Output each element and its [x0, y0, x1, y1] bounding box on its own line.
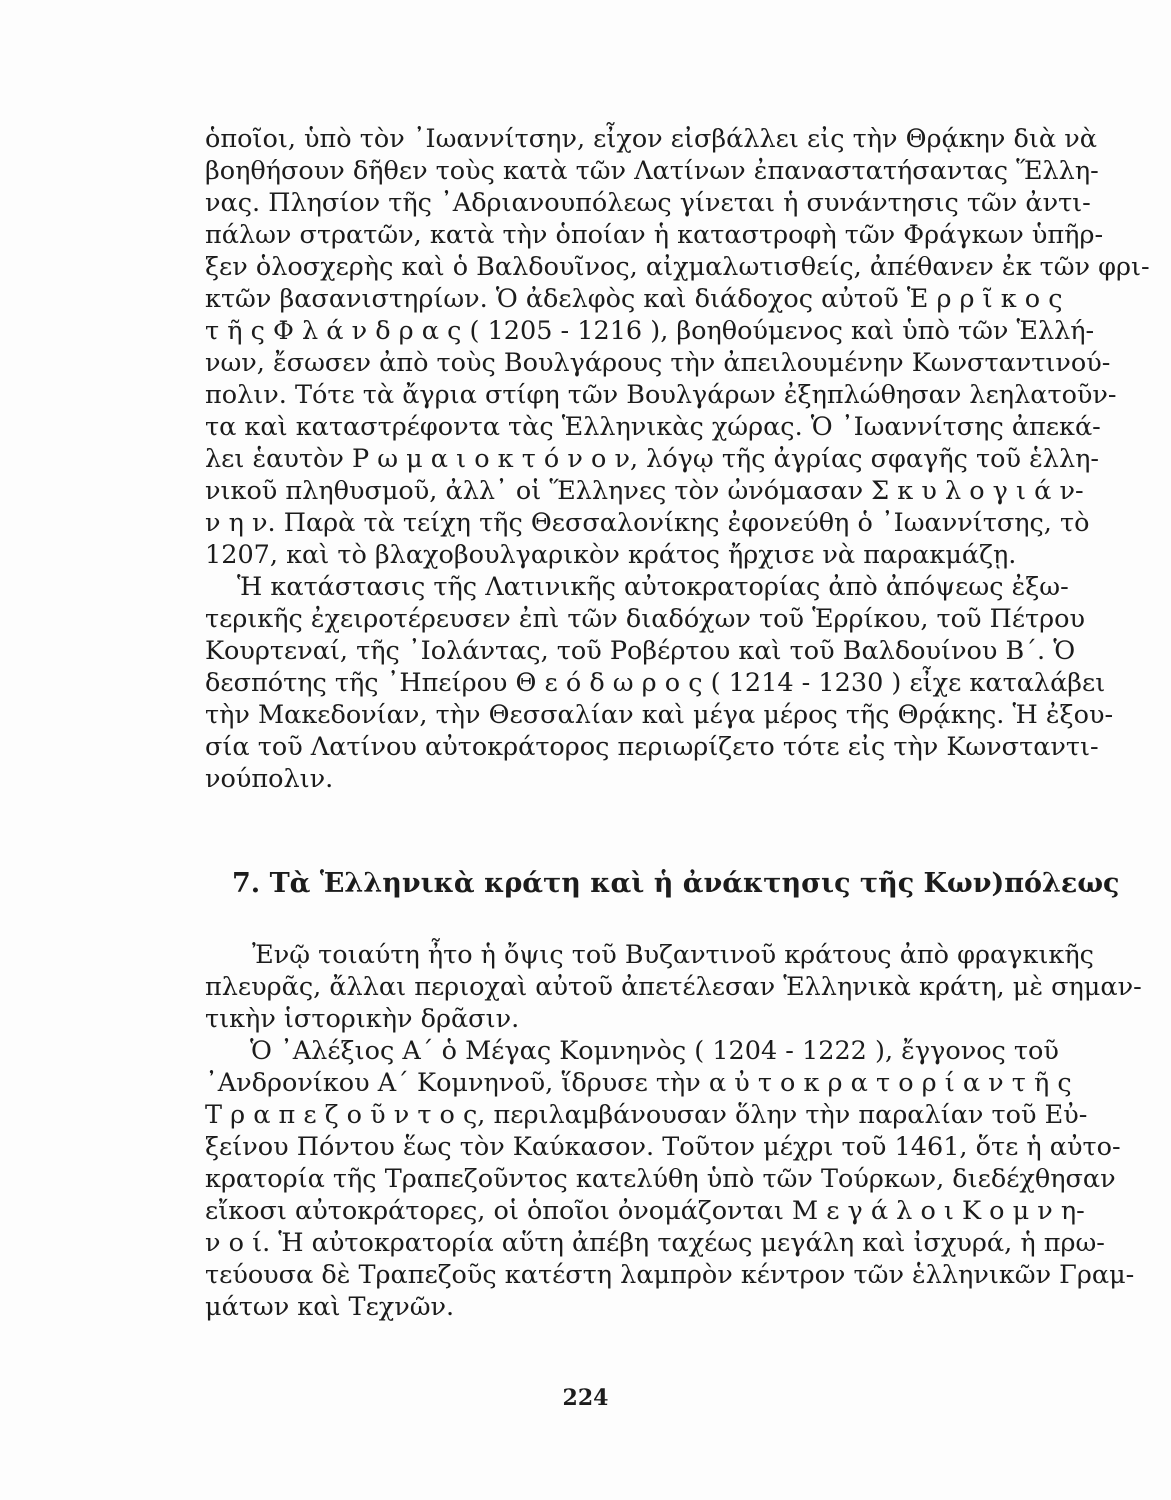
text-line: λει ἑαυτὸν Ρ ω μ α ι ο κ τ ό ν ο ν, λόγῳ τῆς ἀγρίας σφαγῆς τοῦ ἑλλη- [205, 444, 1100, 474]
text-line: κτῶν βασανιστηρίων. Ὁ ἀδελφὸς καὶ διάδοχος αὐτοῦ Ἑ ρ ρ ῖ κ ο ς [205, 284, 1063, 314]
text-line: πολιν. Τότε τὰ ἄγρια στίφη τῶν Βουλγάρων ἐξηπλώθησαν λεηλατοῦν- [205, 380, 1117, 410]
text-line: ν η ν. Παρὰ τὰ τείχη τῆς Θεσσαλονίκης ἐφονεύθη ὁ ᾿Ιωαννίτσης, τὸ [205, 508, 1090, 538]
text-line: ᾿Ανδρονίκου Α΄ Κομνηνοῦ, ἵδρυσε τὴν α ὐ τ ο κ ρ α τ ο ρ ί α ν τ ῆ ς [205, 1068, 1072, 1098]
text-line: ξείνου Πόντου ἕως τὸν Καύκασον. Τοῦτον μέχρι τοῦ 1461, ὅτε ἡ αὐτο- [205, 1132, 1121, 1162]
text-line: νούπολιν. [205, 764, 334, 794]
text-line: 1207, καὶ τὸ βλαχοβουλγαρικὸν κράτος ἤρχισε νὰ παρακμάζῃ. [205, 540, 1017, 570]
section-heading: 7. Τὰ Ἑλληνικὰ κράτη καὶ ἡ ἀνάκτησις τῆς Κων)πόλεως [232, 868, 1120, 899]
text-line: Ἡ κατάστασις τῆς Λατινικῆς αὐτοκρατορίας ἀπὸ ἀπόψεως ἐξω- [237, 572, 1069, 602]
text-line: ξεν ὁλοσχερὴς καὶ ὁ Βαλδουῖνος, αἰχμαλωτισθείς, ἀπέθανεν ἐκ τῶν φρι- [205, 252, 1150, 282]
text-line: τ ῆ ς Φ λ ά ν δ ρ α ς ( 1205 - 1216 ), βοηθούμενος καὶ ὑπὸ τῶν Ἑλλή- [205, 316, 1095, 346]
text-line: σία τοῦ Λατίνου αὐτοκράτορος περιωρίζετο τότε εἰς τὴν Κωνσταντι- [205, 732, 1099, 762]
text-line: νικοῦ πληθυσμοῦ, ἀλλ᾿ οἱ Ἕλληνες τὸν ὠνόμασαν Σ κ υ λ ο γ ι ά ν- [205, 476, 1084, 506]
text-line: πάλων στρατῶν, κατὰ τὴν ὁποίαν ἡ καταστροφὴ τῶν Φράγκων ὑπῆρ- [205, 220, 1104, 250]
text-line: δεσπότης τῆς ᾿Ηπείρου Θ ε ό δ ω ρ ο ς ( 1214 - 1230 ) εἶχε καταλάβει [205, 668, 1106, 698]
text-line: τὴν Μακεδονίαν, τὴν Θεσσαλίαν καὶ μέγα μέρος τῆς Θρᾴκης. Ἡ ἐξου- [205, 700, 1114, 730]
page-number: 224 [562, 1385, 609, 1411]
text-line: Τ ρ α π ε ζ ο ῦ ν τ ο ς, περιλαμβάνουσαν ὅλην τὴν παραλίαν τοῦ Εὐ- [205, 1100, 1088, 1130]
text-line: ν ο ί. Ἡ αὐτοκρατορία αὕτη ἀπέβη ταχέως μεγάλη καὶ ἰσχυρά, ἡ πρω- [205, 1228, 1105, 1258]
text-line: εἴκοσι αὐτοκράτορες, οἱ ὁποῖοι ὀνομάζονται Μ ε γ ά λ ο ι Κ ο μ ν η- [205, 1196, 1085, 1226]
text-line: τικὴν ἱστορικὴν δρᾶσιν. [205, 1004, 520, 1034]
text-line: μάτων καὶ Τεχνῶν. [205, 1292, 455, 1322]
text-line: νας. Πλησίον τῆς ᾿Αδριανουπόλεως γίνεται ἡ συνάντησις τῶν ἀντι- [205, 188, 1091, 218]
text-line: νων, ἔσωσεν ἀπὸ τοὺς Βουλγάρους τὴν ἀπειλουμένην Κωνσταντινού- [205, 348, 1111, 378]
text-line: βοηθήσουν δῆθεν τοὺς κατὰ τῶν Λατίνων ἐπαναστατήσαντας Ἕλλη- [205, 156, 1099, 186]
text-line: τα καὶ καταστρέφοντα τὰς Ἑλληνικὰς χώρας. Ὁ ᾿Ιωαννίτσης ἀπεκά- [205, 412, 1101, 442]
text-line: Ἐνῷ τοιαύτη ἦτο ἡ ὄψις τοῦ Βυζαντινοῦ κράτους ἀπὸ φραγκικῆς [252, 940, 1094, 970]
text-line: πλευρᾶς, ἄλλαι περιοχαὶ αὐτοῦ ἀπετέλεσαν Ἑλληνικὰ κράτη, μὲ σημαν- [205, 972, 1142, 1002]
text-line: κρατορία τῆς Τραπεζοῦντος κατελύθη ὑπὸ τῶν Τούρκων, διεδέχθησαν [205, 1164, 1116, 1194]
text-line: Κουρτεναί, τῆς ᾿Ιολάντας, τοῦ Ροβέρτου καὶ τοῦ Βαλδουίνου Β΄. Ὁ [205, 636, 1076, 666]
text-line: τεύουσα δὲ Τραπεζοῦς κατέστη λαμπρὸν κέντρον τῶν ἑλληνικῶν Γραμ- [205, 1260, 1135, 1290]
text-line: ὁποῖοι, ὑπὸ τὸν ᾿Ιωαννίτσην, εἶχον εἰσβάλλει εἰς τὴν Θρᾴκην διὰ νὰ [205, 124, 1097, 154]
text-line: Ὁ ᾿Αλέξιος Α΄ ὁ Μέγας Κομνηνὸς ( 1204 - 1222 ), ἔγγονος τοῦ [250, 1036, 1059, 1066]
text-line: τερικῆς ἐχειροτέρευσεν ἐπὶ τῶν διαδόχων τοῦ Ἑρρίκου, τοῦ Πέτρου [205, 604, 1085, 634]
